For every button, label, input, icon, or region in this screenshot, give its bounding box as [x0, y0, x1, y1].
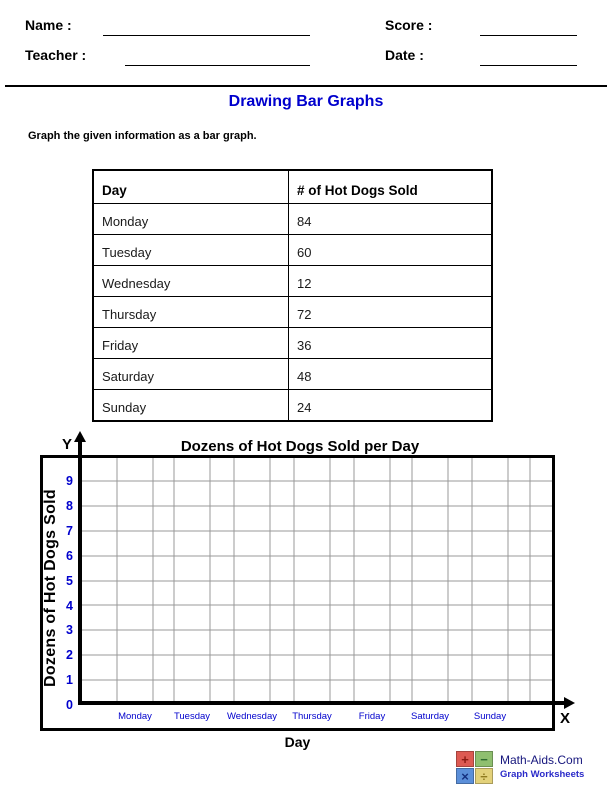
- header-divider: [5, 85, 607, 87]
- table-cell-value: 72: [289, 297, 493, 328]
- table-row: [93, 297, 492, 328]
- table-cell-value: 24: [289, 390, 493, 422]
- y-tick-label: 7: [66, 524, 73, 538]
- x-tick-label: Sunday: [473, 711, 507, 722]
- y-axis-title: Dozens of Hot Dogs Sold: [42, 488, 59, 687]
- table-row: [93, 204, 492, 235]
- x-axis-title: Day: [284, 734, 311, 750]
- teacher-blank[interactable]: [125, 49, 310, 66]
- table-cell-value: 60: [289, 235, 493, 266]
- table-cell-day: Friday: [93, 328, 289, 359]
- table-row: [93, 266, 492, 297]
- table-cell-day: Wednesday: [93, 266, 289, 297]
- times-icon: ×: [456, 768, 474, 784]
- table-cell-value: 12: [289, 266, 493, 297]
- table-header-value: # of Hot Dogs Sold: [289, 170, 493, 204]
- worksheet-title: Drawing Bar Graphs: [228, 93, 384, 110]
- chart-title: Dozens of Hot Dogs Sold per Day: [180, 438, 420, 455]
- table-row: [93, 235, 492, 266]
- plus-icon: +: [456, 751, 474, 767]
- y-tick-label: 8: [66, 499, 73, 513]
- table-cell-day: Saturday: [93, 359, 289, 390]
- score-blank[interactable]: [480, 19, 577, 36]
- data-table: [92, 169, 493, 422]
- table-row: [93, 328, 492, 359]
- table-header-day: Day: [93, 170, 289, 204]
- table-row: [93, 359, 492, 390]
- y-axis-symbol: Y: [61, 436, 72, 453]
- y-axis-line: [78, 441, 82, 705]
- y-tick-label: 9: [66, 474, 73, 488]
- y-tick-label: 4: [66, 599, 73, 613]
- table-cell-value: 36: [289, 328, 493, 359]
- y-tick-label: 3: [66, 623, 73, 637]
- name-blank[interactable]: [103, 19, 310, 36]
- x-tick-label: Saturday: [410, 711, 450, 722]
- x-tick-label: Friday: [358, 711, 386, 722]
- x-axis-line: [78, 701, 566, 705]
- table-cell-value: 84: [289, 204, 493, 235]
- y-tick-label: 5: [66, 574, 73, 588]
- table-cell-day: Sunday: [93, 390, 289, 422]
- y-tick-label: 0: [66, 698, 73, 712]
- divide-icon: ÷: [475, 768, 493, 784]
- y-tick-label: 6: [66, 549, 73, 563]
- name-label: Name :: [25, 17, 72, 33]
- table-header-row: [93, 170, 492, 204]
- date-blank[interactable]: [480, 49, 577, 66]
- x-axis-symbol: X: [559, 710, 570, 727]
- date-label: Date :: [385, 47, 424, 63]
- table-row: [93, 390, 492, 422]
- math-aids-logo-icon: [456, 751, 494, 785]
- y-tick-label: 1: [66, 673, 73, 687]
- brand-name: Math-Aids.Com: [500, 753, 583, 767]
- table-cell-value: 48: [289, 359, 493, 390]
- score-label: Score :: [385, 17, 433, 33]
- teacher-label: Teacher :: [25, 47, 87, 63]
- brand-subtitle: Graph Worksheets: [500, 769, 585, 780]
- table-cell-day: Monday: [93, 204, 289, 235]
- instruction-text: Graph the given information as a bar graph.: [28, 130, 257, 142]
- x-tick-label: Thursday: [292, 711, 332, 722]
- x-tick-label: Monday: [118, 711, 152, 722]
- graph-grid[interactable]: [81, 458, 552, 705]
- table-cell-day: Tuesday: [93, 235, 289, 266]
- x-tick-label: Wednesday: [227, 711, 277, 722]
- y-axis-arrow-icon: [74, 431, 86, 442]
- x-tick-label: Tuesday: [173, 711, 211, 722]
- y-tick-label: 2: [66, 648, 73, 662]
- minus-icon: −: [475, 751, 493, 767]
- x-axis-arrow-icon: [564, 697, 575, 709]
- table-cell-day: Thursday: [93, 297, 289, 328]
